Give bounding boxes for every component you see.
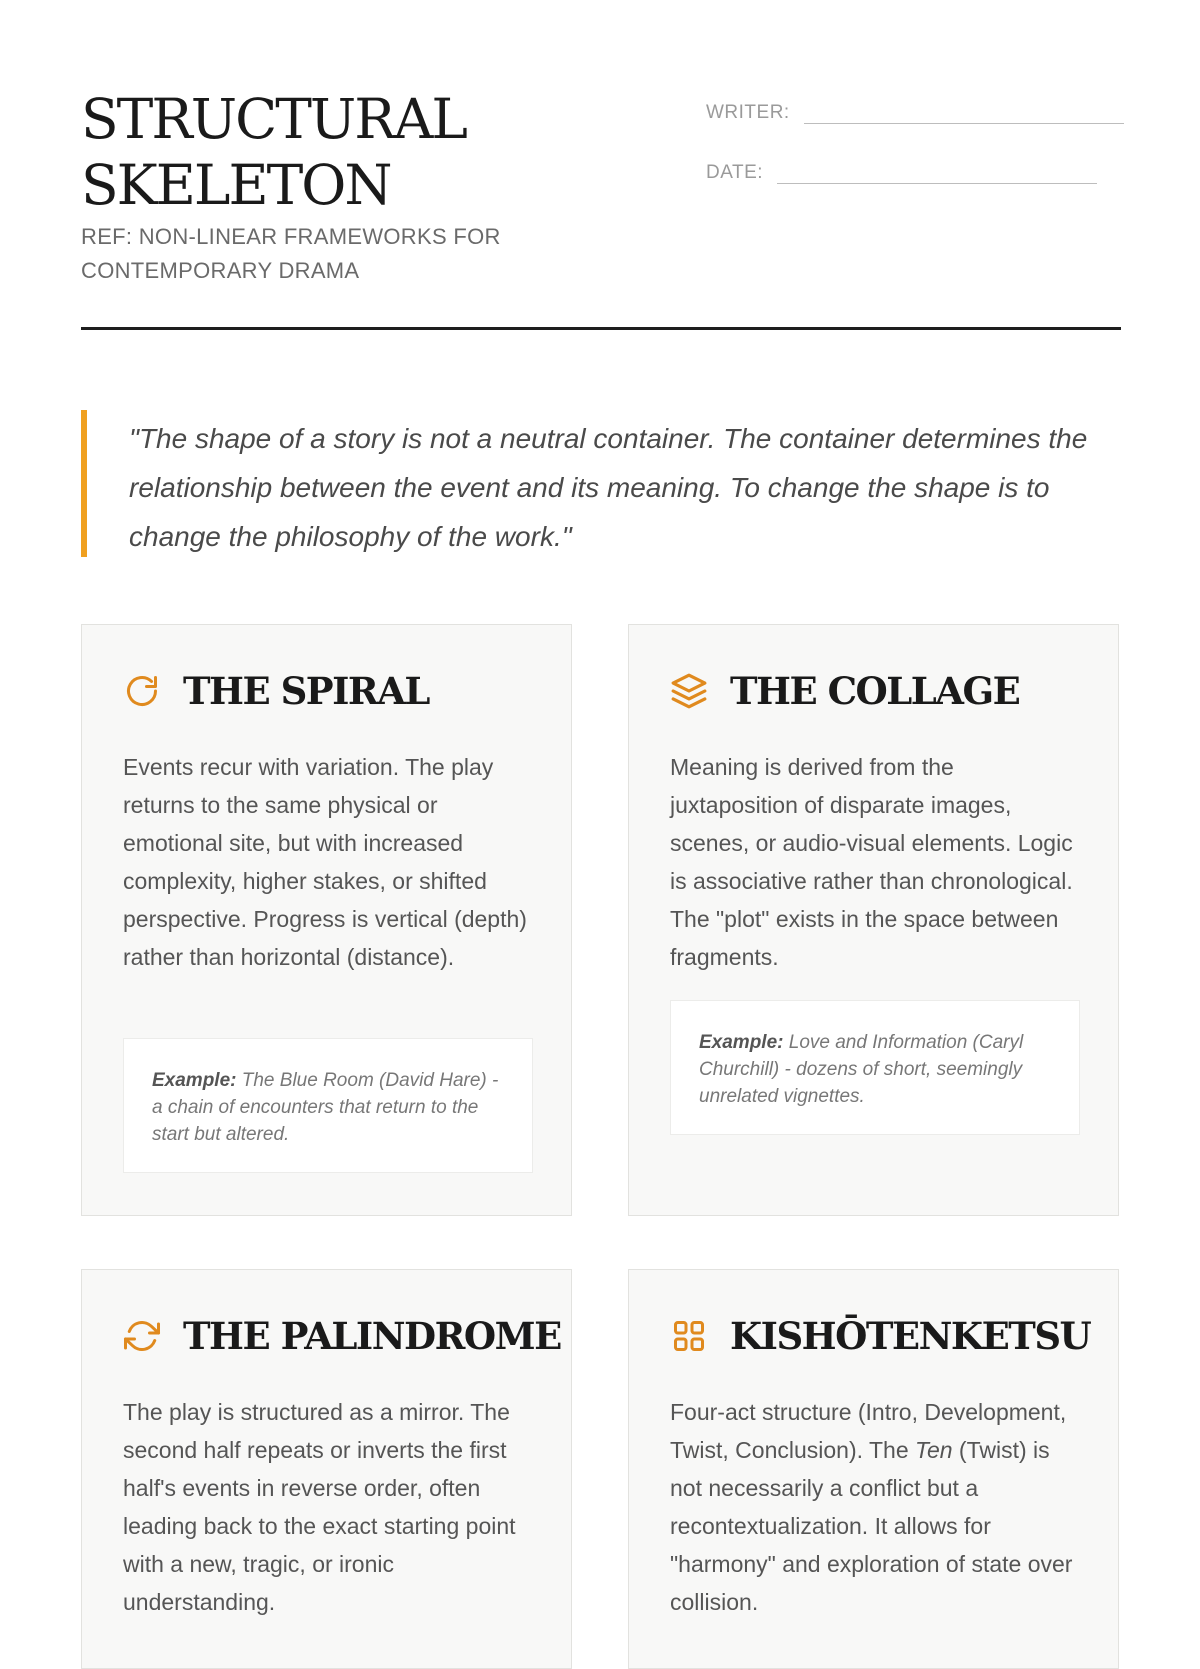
header xyxy=(81,0,1121,330)
writer-input-line[interactable] xyxy=(804,103,1124,124)
layers-icon xyxy=(670,672,708,710)
card-header xyxy=(123,1314,561,1358)
rotate-cw-icon xyxy=(123,672,161,710)
refresh-icon xyxy=(123,1317,161,1355)
date-label: DATE: xyxy=(706,162,764,183)
card-title: KISHŌTENKETSU xyxy=(730,1314,1091,1358)
card-spiral xyxy=(81,624,572,1216)
card-header xyxy=(670,669,1019,713)
example-box xyxy=(670,1000,1080,1135)
card-title: THE COLLAGE xyxy=(730,669,1020,713)
card-collage xyxy=(628,624,1119,1216)
card-kishotenketsu xyxy=(628,1269,1119,1669)
worksheet-page xyxy=(81,0,1121,1615)
body-emphasis: Ten xyxy=(915,1437,953,1463)
grid-icon xyxy=(670,1317,708,1355)
card-title: THE SPIRAL xyxy=(183,669,429,713)
card-description: Events recur with variation. The play returns to the same physical or emotional site, but with increased complexity, higher stakes, or shifted perspective. Progress is vertical (depth) rather than horizontal (distance). xyxy=(123,754,527,970)
epigraph-quote xyxy=(81,410,1121,557)
body-part-1: Four-act structure (Intro, Development, Twist, Conclusion). The xyxy=(670,1399,1067,1463)
body-part-2: (Twist) is not necessarily a conflict but a recontextualization. It allows for "harmony" and exploration of state over collision. xyxy=(670,1437,1073,1615)
card-palindrome xyxy=(81,1269,572,1669)
title-line-1: STRUCTURAL xyxy=(81,87,466,151)
quote-text: "The shape of a story is not a neutral container. The container determines the relationship between the event and its meaning. To change the shape is to change the philosophy of the work." xyxy=(129,423,1088,552)
date-input-line[interactable] xyxy=(777,163,1097,184)
example-label: Example: xyxy=(152,1070,237,1091)
page-subtitle: REF: NON-LINEAR FRAMEWORKS FOR CONTEMPORARY DRAMA xyxy=(81,224,501,283)
card-description: The play is structured as a mirror. The second half repeats or inverts the first half's events in reverse order, often leading back to the exact starting point with a new, tragic, or ironic understanding. xyxy=(123,1399,516,1615)
example-box xyxy=(123,1038,533,1173)
card-header xyxy=(670,1314,1090,1358)
page-title xyxy=(81,86,641,218)
card-header xyxy=(123,669,429,713)
card-description: Meaning is derived from the juxtaposition of disparate images, scenes, or audio-visual elements. Logic is associative rather than chronological. The "plot" exists in the space between fragments. xyxy=(670,754,1073,970)
quote-accent-bar xyxy=(81,410,87,557)
card-title: THE PALINDROME xyxy=(183,1314,561,1358)
header-divider xyxy=(81,327,1121,330)
date-field xyxy=(706,162,1097,184)
writer-field xyxy=(706,102,1124,124)
card-description xyxy=(670,1393,1080,1621)
example-label: Example: xyxy=(699,1032,784,1053)
example-text: The Blue Room (David Hare) - a chain of encounters that return to the start but altered. xyxy=(152,1070,499,1145)
title-line-2: SKELETON xyxy=(81,153,391,217)
writer-label: WRITER: xyxy=(706,102,790,123)
example-text: Love and Information (Caryl Churchill) - dozens of short, seemingly unrelated vignettes. xyxy=(699,1032,1024,1107)
